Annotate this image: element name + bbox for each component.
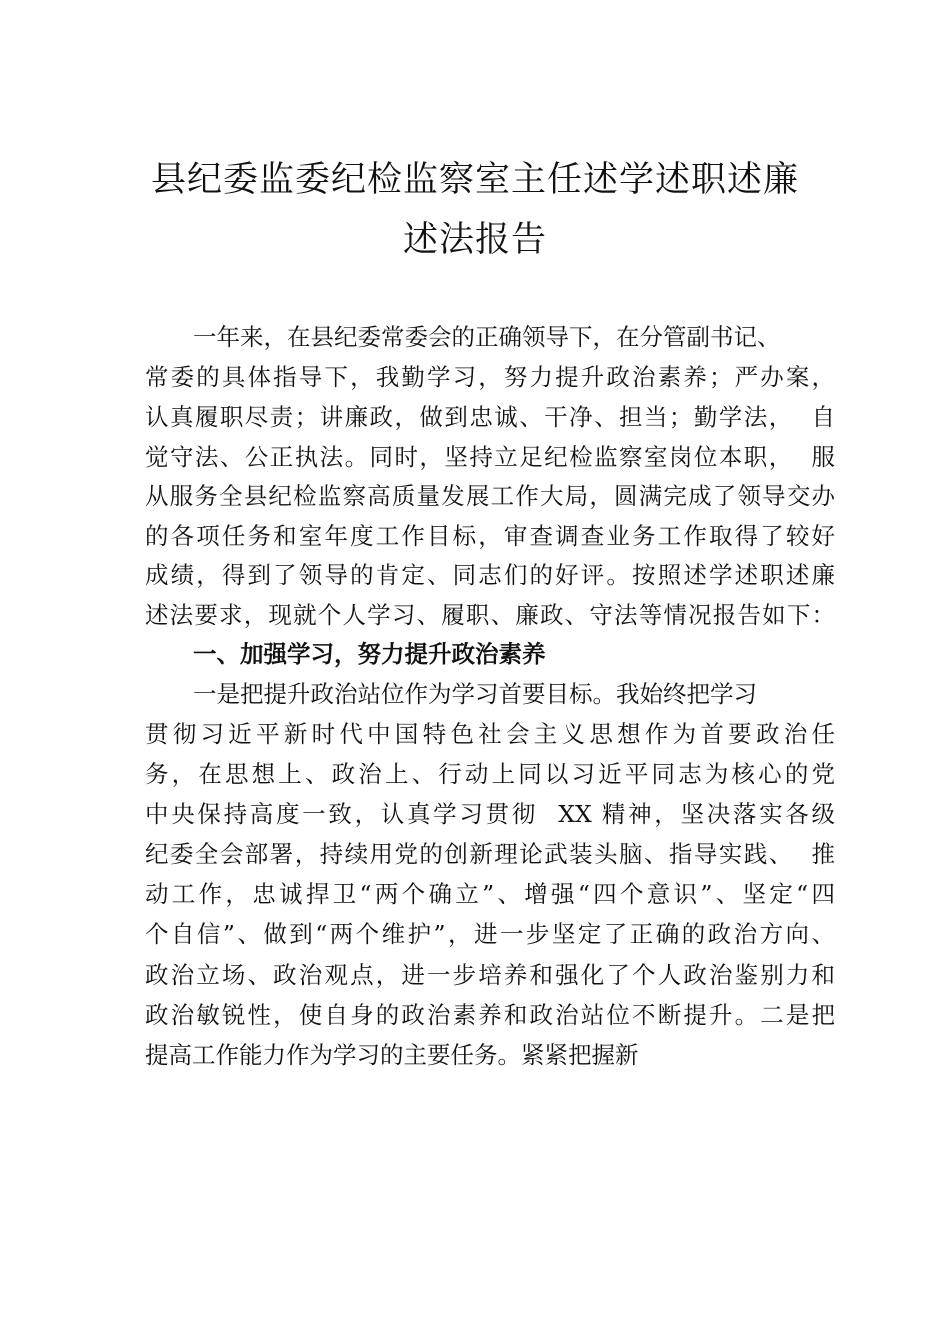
paragraph-2-line-8: 政治立场、政治观点，进一步培养和强化了个人政治鉴别力和 — [145, 961, 835, 989]
section-heading-1: 一、加强学习，努力提升政治素养 — [193, 640, 546, 668]
paragraph-1-line-5: 从服务全县纪检监察高质量发展工作大局，圆满完成了领导交办 — [145, 482, 835, 510]
paragraph-2-line-9: 政治敏锐性，使自身的政治素养和政治站位不断提升。二是把 — [145, 1001, 835, 1029]
paragraph-2-line-7: 个自信”、做到“两个维护”，进一步坚定了正确的政治方向、 — [145, 920, 835, 948]
paragraph-1-line-6: 的各项任务和室年度工作目标，审查调查业务工作取得了较好 — [145, 522, 835, 550]
paragraph-2-line-2: 贯彻习近平新时代中国特色社会主义思想作为首要政治任 — [145, 720, 835, 748]
paragraph-2-line-6: 动工作，忠诚捍卫“两个确立”、增强“四个意识”、坚定“四 — [145, 880, 835, 908]
paragraph-2-line-4: 中央保持高度一致，认真学习贯彻 XX 精神，坚决落实各级 — [145, 800, 835, 828]
paragraph-1-line-8: 述法要求，现就个人学习、履职、廉政、守法等情况报告如下： — [145, 601, 835, 629]
paragraph-1-line-3: 认真履职尽责；讲廉政，做到忠诚、干净、担当；勤学法， 自 — [145, 403, 835, 431]
paragraph-1-line-4: 觉守法、公正执法。同时，坚持立足纪检监察室岗位本职， 服 — [145, 443, 835, 471]
document-title-line-2: 述法报告 — [402, 220, 547, 260]
paragraph-2-line-1: 一是把提升政治站位作为学习首要目标。我始终把学习 — [193, 680, 757, 708]
paragraph-1-line-7: 成绩，得到了领导的肯定、同志们的好评。按照述学述职述廉 — [145, 561, 835, 589]
paragraph-2-line-5: 纪委全会部署，持续用党的创新理论武装头脑、指导实践、 推 — [145, 840, 835, 868]
paragraph-1-line-2: 常委的具体指导下，我勤学习，努力提升政治素养；严办案， — [145, 363, 835, 391]
paragraph-2-line-3: 务，在思想上、政治上、行动上同以习近平同志为核心的党 — [145, 760, 835, 788]
document-title-line-1: 县纪委监委纪检监察室主任述学述职述廉 — [150, 160, 799, 200]
paragraph-2-line-10: 提高工作能力作为学习的主要任务。紧紧把握新 — [145, 1041, 639, 1069]
paragraph-1-line-1: 一年来，在县纪委常委会的正确领导下，在分管副书记、 — [193, 323, 781, 351]
